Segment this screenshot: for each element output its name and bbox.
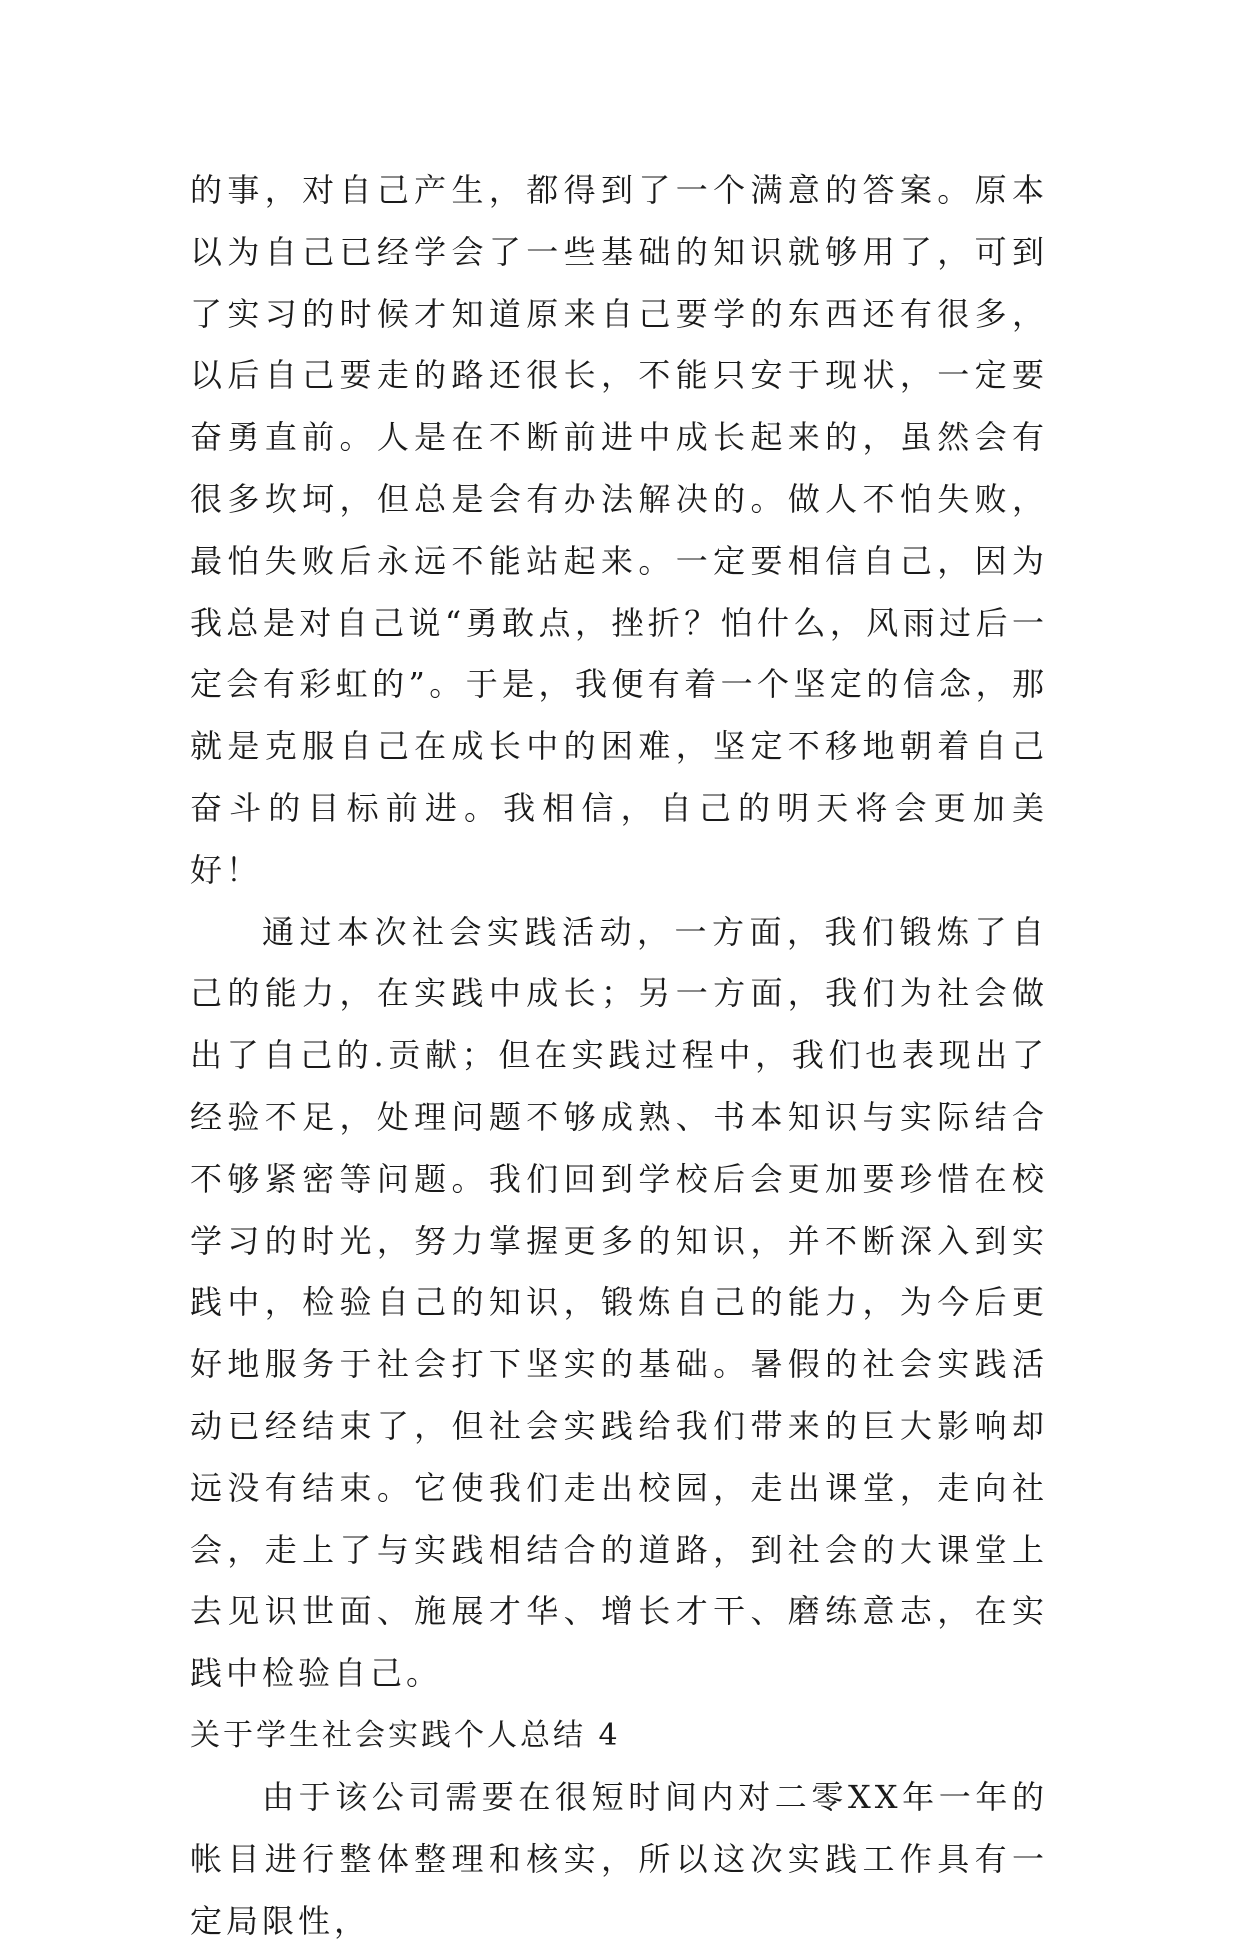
section-heading: 关于学生社会实践个人总结 4 [190, 1717, 621, 1753]
paragraph-practice-summary: 通过本次社会实践活动，一方面，我们锻炼了自己的能力，在实践中成长；另一方面，我们为社会做出了自己的.贡献；但在实践过程中，我们也表现出了经验不足，处理问题不够成熟、书本知识与实际结合不够紧密等问题。我们回到学校后会更加要珍惜在校学习的时光，努力掌握更多的知识，并不断深入到实践中，检验自己的知识，锻炼自己的能力，为今后更好地服务于社会打下坚实的基础。暑假的社会实践活动已经结束了，但社会实践给我们带来的巨大影响却远没有结束。它使我们走出校园，走出课堂，走向社会，走上了与实践相结合的道路，到社会的大课堂上去见识世面、施展才华、增长才干、磨练意志，在实践中检验自己。 [190, 912, 1048, 1693]
paragraph-continuation: 的事，对自己产生，都得到了一个满意的答案。原本以为自己已经学会了一些基础的知识就够用了，可到了实习的时候才知道原来自己要学的东西还有很多，以后自己要走的路还很长，不能只安于现状，一定要奋勇直前。人是在不断前进中成长起来的，虽然会有很多坎坷，但总是会有办法解决的。做人不怕失败，最怕失败后永远不能站起来。一定要相信自己，因为我总是对自己说“勇敢点，挫折？怕什么，风雨过后一定会有彩虹的”。于是，我便有着一个坚定的信念，那就是克服自己在成长中的困难，坚定不移地朝着自己奋斗的目标前进。我相信，自己的明天将会更加美好！ [190, 171, 1048, 889]
document-body [190, 160, 1048, 1952]
paragraph-company-audit: 由于该公司需要在很短时间内对二零XX年一年的帐目进行整体整理和核实，所以这次实践工作具有一定局限性， [190, 1777, 1048, 1940]
